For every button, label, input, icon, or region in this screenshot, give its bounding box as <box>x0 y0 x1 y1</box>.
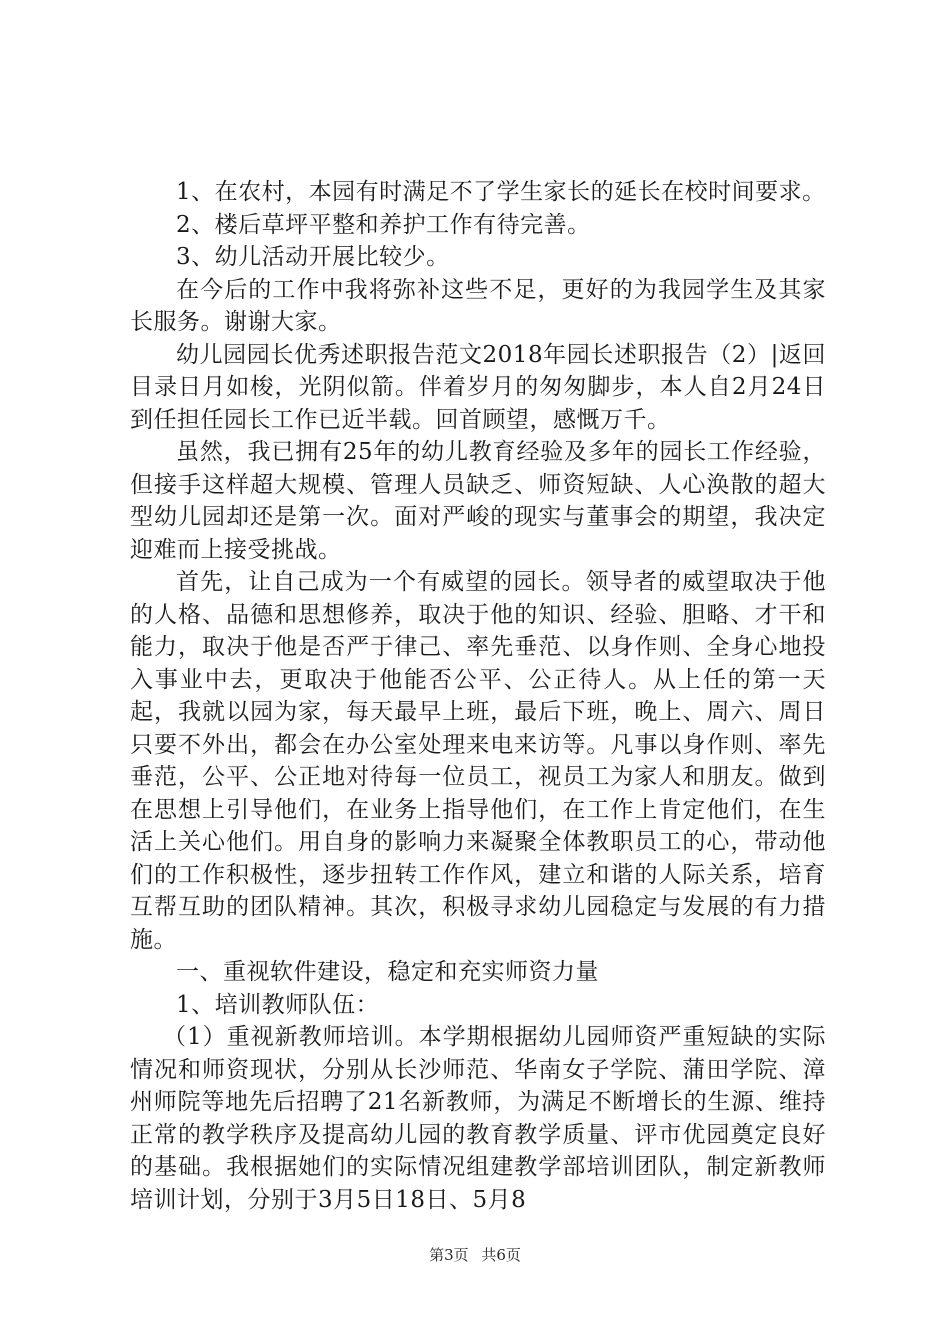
page-footer <box>0 1244 950 1265</box>
paragraph: 幼儿园园长优秀述职报告范文2018年园长述职报告（2）|返回目录日月如梭，光阴似箭。伴着岁月的匆匆脚步，本人自2月24日到任担任园长工作已近半载。回首顾望，感慨万千。 <box>130 341 826 433</box>
paragraph: （1）重视新教师培训。本学期根据幼儿园师资严重短缺的实际情况和师资现状，分别从长沙师范、华南女子学院、蒲田学院、漳州师院等地先后招聘了21名新教师，为满足不断增长的生源、维持正常的教学秩序及提高幼儿园的教育教学质量、评市优园奠定良好的基础。我根据她们的实际情况组建教学部培训团队，制定新教师培训计划，分别于3月5日18日、5月8 <box>130 1024 826 1213</box>
paragraph: 1、在农村，本园有时满足不了学生家长的延长在校时间要求。 <box>176 179 826 205</box>
paragraph: 在今后的工作中我将弥补这些不足，更好的为我园学生及其家长服务。谢谢大家。 <box>130 276 826 335</box>
subsection-heading: 1、培训教师队伍： <box>176 991 380 1018</box>
paragraph: 首先，让自己成为一个有威望的园长。领导者的威望取决于他的人格、品德和思想修养，取决于他的知识、经验、胆略、才干和能力，取决于他是否严于律己、率先垂范、以身作则、全身心地投入事业中去，更取决于他能否公平、公正待人。从上任的第一天起，我就以园为家，每天最早上班，最后下班，晚上、周六、周日只要不外出，都会在办公室处理来电来访等。凡事以身作则、率先垂范，公平、公正地对待每一位员工，视员工为家人和朋友。做到在思想上引导他们，在业务上指导他们，在工作上肯定他们，在生活上关心他们。用自身的影响力来凝聚全体教职员工的心，带动他们的工作积极性，逐步扭转工作作风，建立和谐的人际关系，培育互帮互助的团队精神。其次，积极寻求幼儿园稳定与发展的有力措施。 <box>130 569 826 953</box>
paragraph: 虽然，我已拥有25年的幼儿教育经验及多年的园长工作经验，但接手这样超大规模、管理人员缺乏、师资短缺、人心涣散的超大型幼儿园却还是第一次。面对严峻的现实与董事会的期望，我决定迎难而上接受挑战。 <box>130 439 826 563</box>
page-number: 第3页 <box>429 1246 469 1264</box>
paragraph: 3、幼儿活动开展比较少。 <box>176 244 450 270</box>
page-total: 共6页 <box>481 1246 521 1264</box>
paragraph: 2、楼后草坪平整和养护工作有待完善。 <box>176 211 591 238</box>
document-body <box>130 176 826 1216</box>
section-heading: 一、重视软件建设，稳定和充实师资力量 <box>176 959 599 985</box>
